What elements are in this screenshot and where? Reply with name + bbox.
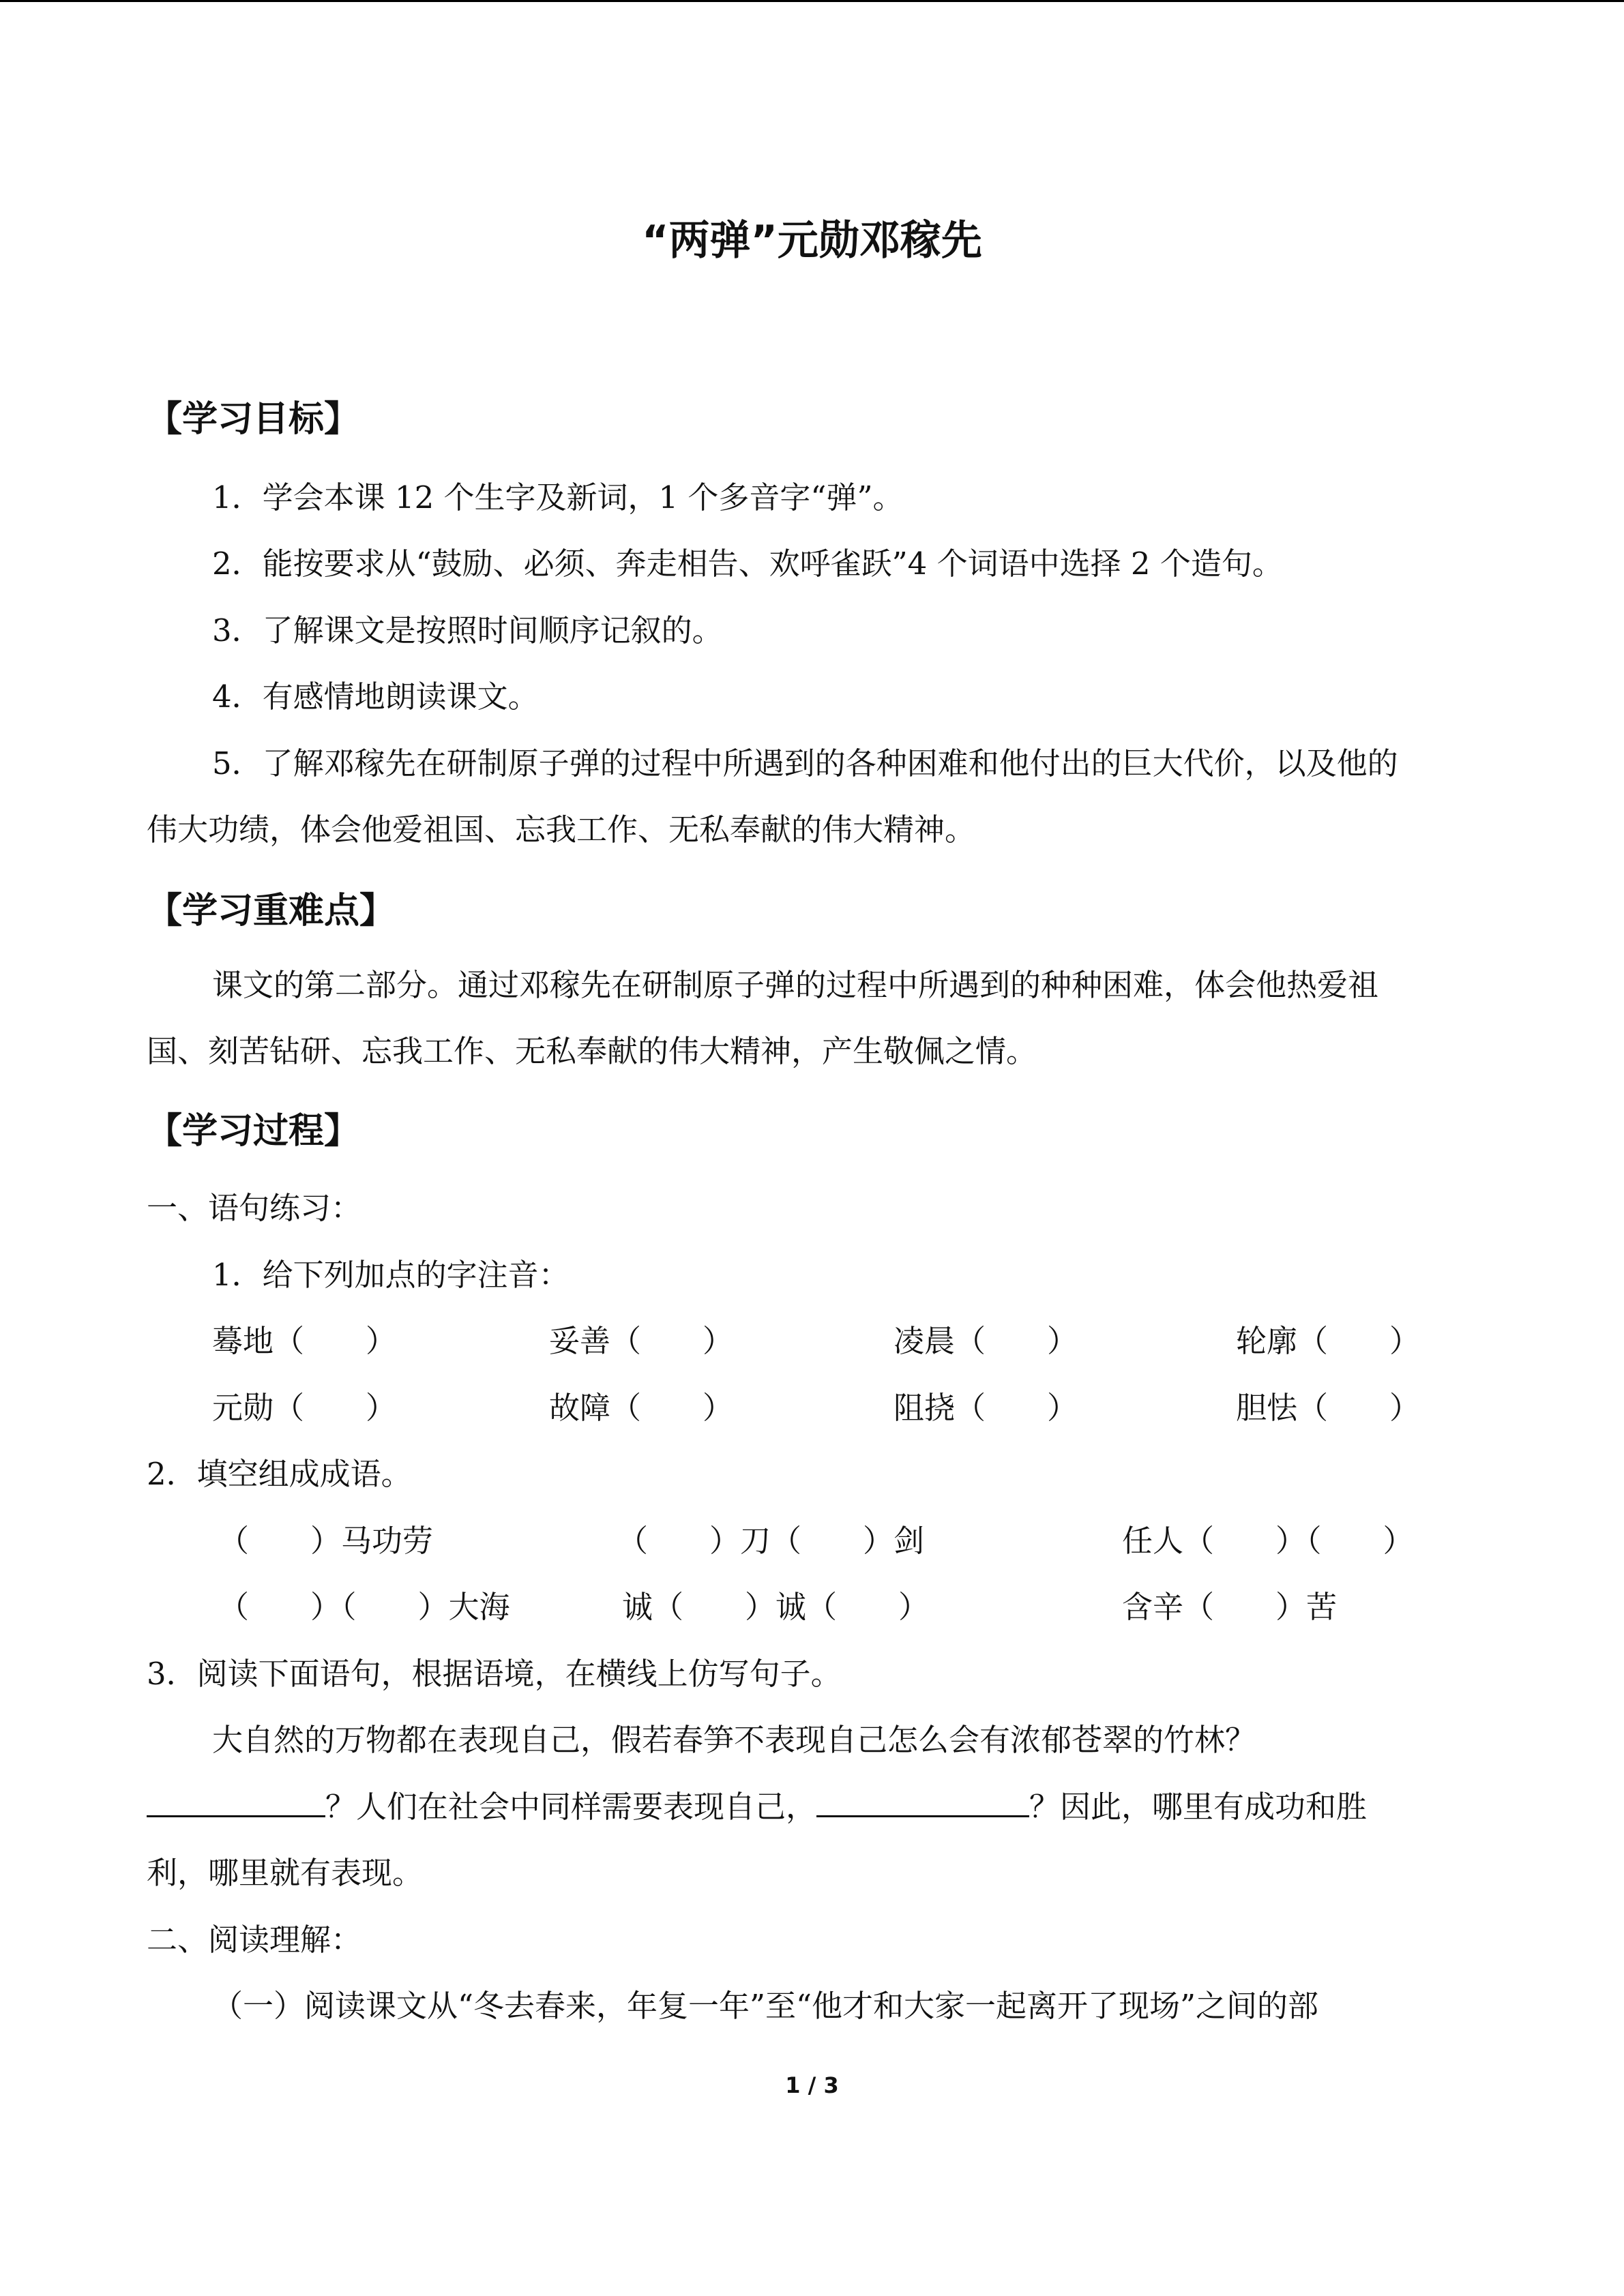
idiom-item: 含辛（ ）苦 bbox=[1122, 1589, 1338, 1625]
part2-first-line: （一）阅读课文从“冬去春来，年复一年”至“他才和大家一起离开了现场”之间的部 bbox=[212, 1988, 1319, 2024]
pinyin-item: 元勋（ ） bbox=[212, 1390, 397, 1426]
idiom-item: （ ）刀（ ）剑 bbox=[617, 1523, 925, 1559]
question-3-fill-middle: ？人们在社会中同样需要表现自己， bbox=[325, 1789, 817, 1825]
keypoints-heading: 【学习重难点】 bbox=[147, 891, 396, 931]
question-1-label: 1．给下列加点的字注音： bbox=[212, 1257, 570, 1293]
question-3-fill-end: ？因此，哪里有成功和胜 bbox=[1029, 1789, 1368, 1825]
pinyin-item: 蓦地（ ） bbox=[212, 1323, 397, 1359]
question-2-label: 2．填空组成成语。 bbox=[147, 1456, 412, 1492]
pinyin-item: 轮廓（ ） bbox=[1236, 1323, 1421, 1359]
keypoints-paragraph: 课文的第二部分。通过邓稼先在研制原子弹的过程中所遇到的种种困难，体会他热爱祖 bbox=[212, 967, 1379, 1003]
keypoints-paragraph-continued: 国、刻苦钻研、忘我工作、无私奉献的伟大精神，产生敬佩之情。 bbox=[147, 1033, 1037, 1069]
process-heading: 【学习过程】 bbox=[147, 1111, 360, 1152]
part1-title: 一、语句练习： bbox=[147, 1190, 362, 1226]
part2-title: 二、阅读理解： bbox=[147, 1922, 362, 1958]
goals-heading: 【学习目标】 bbox=[147, 399, 360, 440]
pinyin-item: 阻挠（ ） bbox=[894, 1390, 1078, 1426]
question-3-fill-line bbox=[147, 1783, 1367, 1831]
top-border bbox=[0, 0, 1624, 2]
goal-item-continued: 伟大功绩，体会他爱祖国、忘我工作、无私奉献的伟大精神。 bbox=[147, 811, 976, 848]
pinyin-item: 凌晨（ ） bbox=[894, 1323, 1078, 1359]
idiom-item: 任人（ ）（ ） bbox=[1122, 1523, 1414, 1559]
goal-item: 3．了解课文是按照时间顺序记叙的。 bbox=[212, 612, 723, 648]
idiom-item: 诚（ ）诚（ ） bbox=[622, 1589, 930, 1625]
question-3-sentence: 大自然的万物都在表现自己，假若春笋不表现自己怎么会有浓郁苍翠的竹林？ bbox=[212, 1722, 1256, 1758]
goal-item: 4．有感情地朗读课文。 bbox=[212, 679, 539, 715]
idiom-item: （ ）马功劳 bbox=[218, 1523, 434, 1559]
goal-item: 5．了解邓稼先在研制原子弹的过程中所遇到的各种困难和他付出的巨大代价，以及他的 bbox=[212, 745, 1398, 781]
fill-blank-1[interactable] bbox=[147, 1784, 325, 1817]
pinyin-item: 胆怯（ ） bbox=[1236, 1390, 1421, 1426]
pinyin-item: 故障（ ） bbox=[549, 1390, 734, 1426]
fill-blank-2[interactable] bbox=[816, 1784, 1029, 1817]
pinyin-item: 妥善（ ） bbox=[549, 1323, 734, 1359]
page-title: “两弹”元勋邓稼先 bbox=[642, 217, 982, 265]
question-3-label: 3．阅读下面语句，根据语境，在横线上仿写句子。 bbox=[147, 1656, 842, 1692]
idiom-item: （ ）（ ）大海 bbox=[218, 1589, 510, 1625]
page-number: 1 / 3 bbox=[785, 2072, 839, 2098]
goal-item: 2．能按要求从“鼓励、必须、奔走相告、欢呼雀跃”4 个词语中选择 2 个造句。 bbox=[212, 546, 1283, 582]
goal-item: 1．学会本课 12 个生字及新词，1 个多音字“弹”。 bbox=[212, 479, 904, 516]
question-3-last-line: 利，哪里就有表现。 bbox=[147, 1855, 424, 1891]
